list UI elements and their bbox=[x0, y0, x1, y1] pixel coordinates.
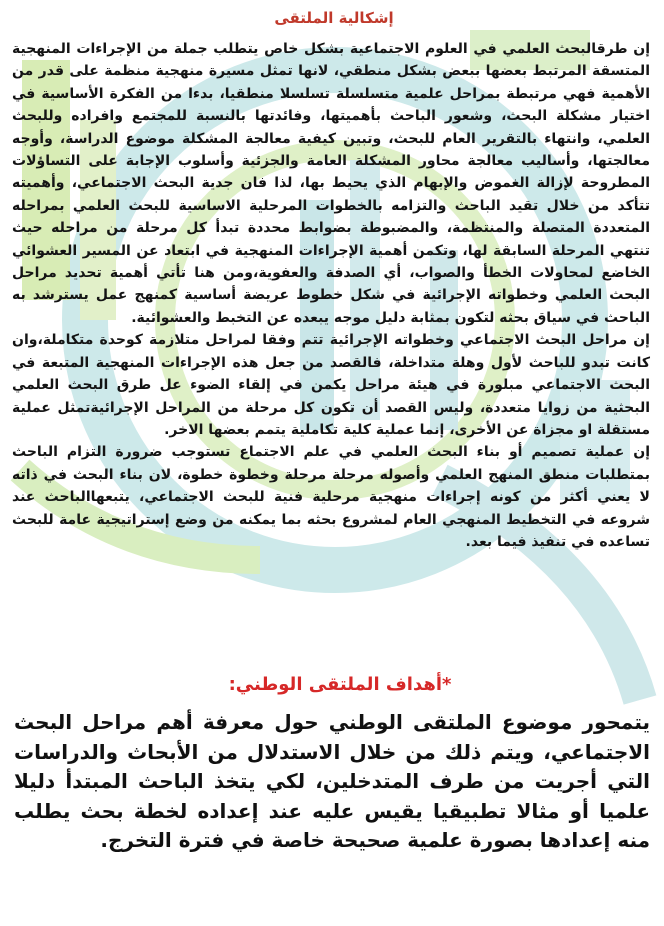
goals-body bbox=[14, 708, 650, 856]
paragraph-3: إن عملية تصميم أو بناء البحث العلمي في علم الاجتماع تستوجب ضرورة التزام الباحث بمتطلبات منطق المنهج العلمي وأصوله مرحلة مرحلة وخطوة خطوة، لان بناء البحث في ذاته لا يعني أكثر من كونه إجراءات منهجية مرحلية فنية للبحث الاجتماعي، يتبعهاالباحث عند شروعه في التخطيط المنهجي العام لمشروع بحثه بما يمكنه من وضع إستراتيجية عامة للبحث تساعده في تنفيذ فيما بعد. bbox=[12, 444, 650, 550]
goals-paragraph: يتمحور موضوع الملتقى الوطني حول معرفة أهم مراحل البحث الاجتماعي، ويتم ذلك من خلال الاستدلال من الأبحاث والدراسات التي أجريت من طرف المتدخلين، لكي يتخذ الباحث المبتدأ دليلا علميا أو مثالا تطبيقيا يقيس عليه عند إعداده لخطة بحث يطلب منه إعدادها بصورة علمية صحيحة خاصة في فترة التخرج. bbox=[14, 710, 650, 852]
problem-body bbox=[12, 38, 650, 553]
problem-heading: إشكالية الملتقى bbox=[274, 9, 394, 27]
paragraph-1: إن طرقالبحث العلمي في العلوم الاجتماعية بشكل خاص يتطلب جملة من الإجراءات المنهجية المتسقة المرتبط بعضها ببعض بشكل منطقي، لانها تمثل مسيرة منهجية منظمة على قدر من الأهمية فهي مرتبطة بمراحل علمية متسلسلة تسلسلا منطقيا، بدءا من الفكرة الأساسية في اختيار مشكلة البحث، وشعور الباحث بأهميتها، وفائدتها بالنسبة للمجتمع وافراده وللبحث العلمي، وانتهاء بالتقرير العام للبحث، وتبين كيفية معالجة المشكلة موضوع الدراسة، وأوجه معالجتها، وأساليب معالجة محاور المشكلة العامة والجزئية وأسلوب الإجابة على التساؤلات المطروحة لإزالة الغموض والإبهام الذي يحيط بها، لذا فان جدية البحث الاجتماعي، وأهميته تتأكد من خلال تقيد الباحث والتزامه بالخطوات المرحلية الاساسية للبحث العلمي بمراحله المتعددة المتصلة والمنتظمة، والمضبوطة بضوابط محددة تبدأ كل مرحلة من مراحله حيث تنتهي المرحلة السابقة لها، وتكمن أهمية الإجراءات المنهجية في ابتعاد عن المسير العشوائي الخاضع لمحاولات الخطأ والصواب، أي الصدفة والعفوية،ومن هنا تأتي أهمية تحديد مراحل البحث العلمي وخطواته الإجرائية في شكل خطوط عريضة أساسية كمنهج عمل يسترشد به الباحث في سياق بحثه لتكون بمثابة دليل موجه يبعده عن التخبط والعشوائية. bbox=[12, 41, 650, 326]
paragraph-2: إن مراحل البحث الاجتماعي وخطواته الإجرائية تتم وفقا لمراحل متلازمة كوحدة متكاملة،وان كانت تبدو للباحث لأول وهلة متداخلة، فالقصد من جعل هذه الإجراءات المنهجية المتبعة في البحث الاجتماعي مبلورة في هيئة مراحل يكمن في إلقاء الضوء عل طرق البحث العلمي البحثية من زوايا متعددة، وليس القصد أن تكون كل مرحلة من المراحل الإجرائيةتمثل عملية مستقلة او مجزاة عن الأخرى، إنما عملية كلية تكاملية يتمم بعضها الاخر. bbox=[12, 332, 650, 438]
goals-heading: *أهداف الملتقى الوطني: bbox=[228, 674, 452, 695]
